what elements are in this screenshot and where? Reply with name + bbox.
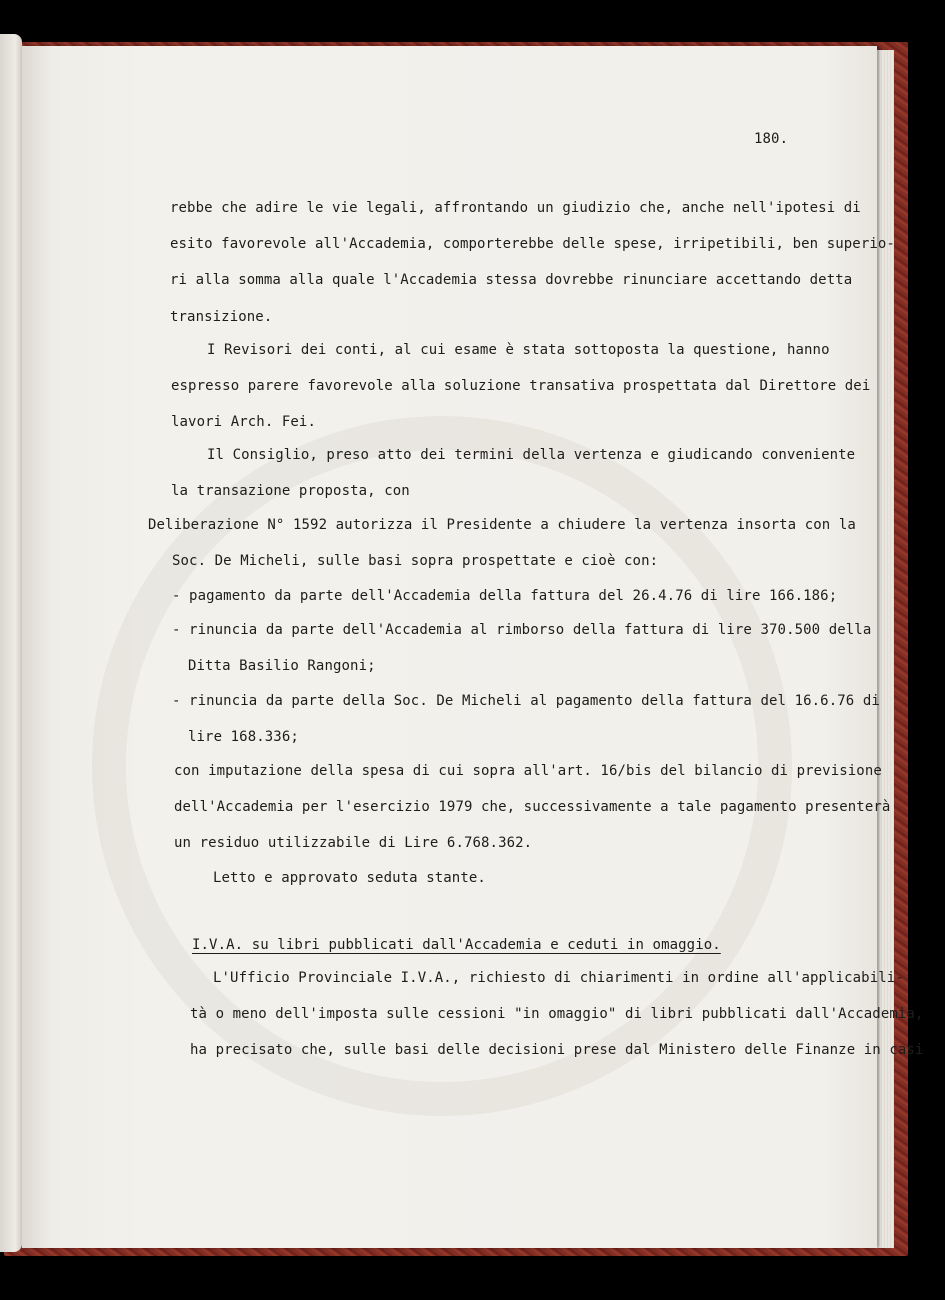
section-heading: I.V.A. su libri pubblicati dall'Accademia e ceduti in omaggio. bbox=[192, 937, 721, 953]
text-line: Deliberazione N° 1592 autorizza il Presidente a chiudere la vertenza insorta con la bbox=[148, 517, 856, 533]
text-line: ri alla somma alla quale l'Accademia stessa dovrebbe rinunciare accettando detta bbox=[170, 272, 853, 288]
text-line: - pagamento da parte dell'Accademia della fattura del 26.4.76 di lire 166.186; bbox=[172, 588, 838, 604]
text-line: Soc. De Micheli, sulle basi sopra prospettate e cioè con: bbox=[172, 553, 659, 569]
text-line: I Revisori dei conti, al cui esame è stata sottoposta la questione, hanno bbox=[207, 342, 830, 358]
page-number: 180. bbox=[754, 131, 789, 147]
text-line: - rinuncia da parte dell'Accademia al rimborso della fattura di lire 370.500 della bbox=[172, 622, 872, 638]
text-line: dell'Accademia per l'esercizio 1979 che, successivamente a tale pagamento presenterà bbox=[174, 799, 891, 815]
text-line: la transazione proposta, con bbox=[171, 483, 410, 499]
text-line: transizione. bbox=[170, 309, 273, 325]
text-line: L'Ufficio Provinciale I.V.A., richiesto di chiarimenti in ordine all'applicabili- bbox=[213, 970, 904, 986]
text-line: tà o meno dell'imposta sulle cessioni "in omaggio" di libri pubblicati dall'Accademia, bbox=[190, 1006, 924, 1022]
text-line: con imputazione della spesa di cui sopra all'art. 16/bis del bilancio di previsione bbox=[174, 763, 882, 779]
text-line: Letto e approvato seduta stante. bbox=[213, 870, 486, 886]
text-line: esito favorevole all'Accademia, comporterebbe delle spese, irripetibili, ben superio- bbox=[170, 236, 895, 252]
text-line: Il Consiglio, preso atto dei termini della vertenza e giudicando conveniente bbox=[207, 447, 856, 463]
text-line: lavori Arch. Fei. bbox=[171, 414, 316, 430]
document-page bbox=[22, 46, 877, 1248]
text-line: lire 168.336; bbox=[188, 729, 299, 745]
text-line: rebbe che adire le vie legali, affrontando un giudizio che, anche nell'ipotesi di bbox=[170, 200, 861, 216]
text-line: ha precisato che, sulle basi delle decisioni prese dal Ministero delle Finanze in casi bbox=[190, 1042, 924, 1058]
text-line: Ditta Basilio Rangoni; bbox=[188, 658, 376, 674]
text-line: - rinuncia da parte della Soc. De Micheli al pagamento della fattura del 16.6.76 di bbox=[172, 693, 880, 709]
text-line: un residuo utilizzabile di Lire 6.768.362. bbox=[174, 835, 533, 851]
left-page-edge bbox=[0, 34, 22, 1252]
text-line: espresso parere favorevole alla soluzione transativa prospettata dal Direttore dei bbox=[171, 378, 871, 394]
